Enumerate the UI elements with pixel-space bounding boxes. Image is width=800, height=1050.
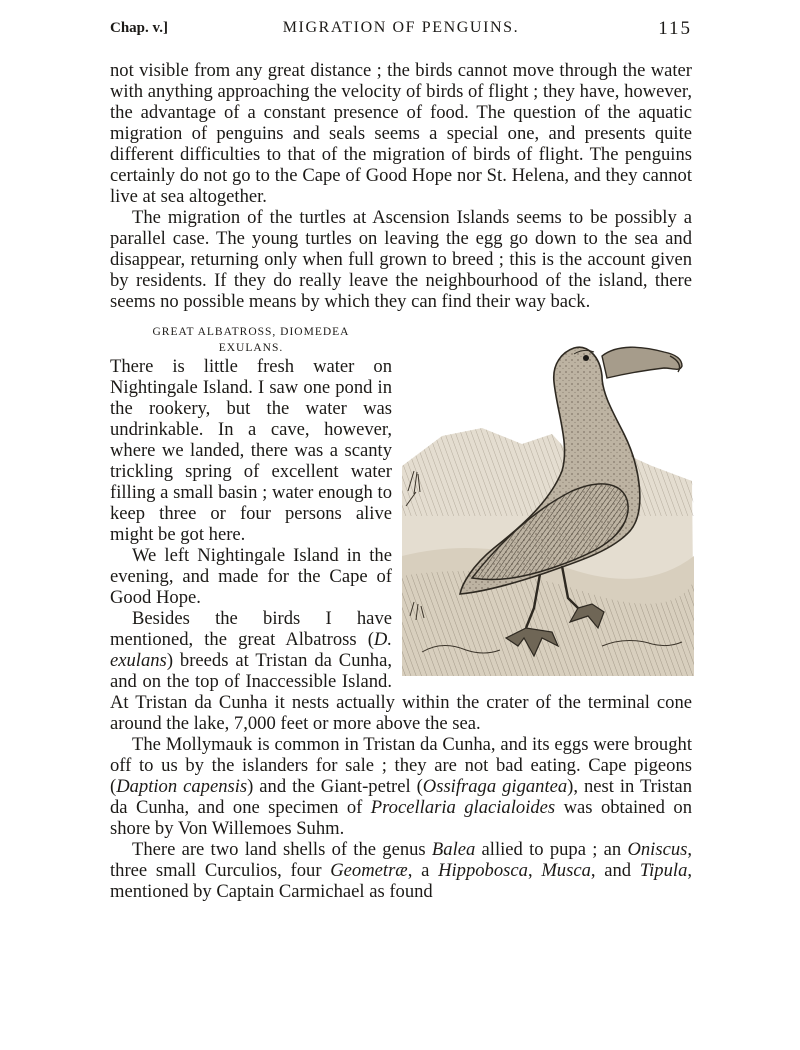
running-header — [110, 18, 692, 44]
text-run: , — [527, 860, 542, 881]
text-run: , three small Curculios, four — [110, 839, 693, 881]
species-name: Oniscus — [627, 839, 688, 860]
species-name: Ossifraga gigantea — [422, 776, 568, 797]
text-run: Besides the birds I have mentioned, the great Albatross ( — [110, 608, 392, 650]
text-run: was obtained on shore by Von Willemoes Suhm. — [110, 797, 693, 839]
species-name: D. exulans — [110, 629, 392, 671]
species-name: Tipula — [639, 860, 688, 881]
text-run: , mentioned by Captain Carmichael as found — [110, 860, 693, 902]
page-number: 115 — [658, 18, 692, 39]
species-name: Daption capensis — [116, 776, 248, 797]
paragraph-departure: We left Nightingale Island in the evening, and made for the Cape of Good Hope. — [110, 545, 392, 608]
albatross-illustration — [402, 316, 694, 676]
albatross-figure — [402, 316, 694, 676]
species-name: Geometræ — [330, 860, 408, 881]
text-run: ) and the Giant-petrel ( — [247, 776, 423, 797]
species-name: Balea — [431, 839, 476, 860]
text-run: ) breeds at Tristan da Cunha, and on the top of Inaccessible Island. At Tristan da Cunha it nests actually within the crater of the terminal cone around the lake, 7,000 feet or more above the sea. — [110, 650, 692, 734]
paragraph-mollymauk — [110, 734, 692, 839]
text-run: ), nest in Tristan da Cunha, and one specimen of — [110, 776, 692, 818]
paragraph-land-shells — [110, 839, 692, 902]
text-run: There are two land shells of the genus — [132, 839, 432, 860]
text-run: , and — [590, 860, 640, 881]
species-name: Procellaria glacialoides — [370, 797, 556, 818]
text-run: , a — [407, 860, 439, 881]
paragraph-continuation: not visible from any great distance ; the birds cannot move through the water with anything approaching the velocity of birds of flight ; they have, however, the advantage of a constant presence of food. The question of the aquatic migration of penguins and seals seems a special one, and presents quite different difficulties to that of the migration of birds of flight. The penguins certainly do not go to the Cape of Good Hope nor St. Helena, and they cannot live at sea altogether. — [110, 60, 692, 207]
paragraph-fresh-water-text: There is little fresh water on Nightingale Island. I saw one pond in the rookery, but the water was undrinkable. In a cave, however, where we landed, there was a scanty trickling spring of excellent water filling a small basin ; water enough to keep three or four persons alive might be got here. — [110, 356, 392, 545]
chapter-label: Chap. v.] — [110, 20, 168, 36]
paragraph-turtles: The migration of the turtles at Ascension Islands seems to be possibly a parallel case. The young turtles on leaving the egg go down to the sea and disappear, returning only when full grown to breed ; this is the account given by residents. If they do really leave the neighbourhood of the island, there seems no possible means by which they can find their way back. — [110, 207, 692, 312]
species-name: Hippobosca — [438, 860, 528, 881]
caption-line-2: EXULANS. — [218, 342, 284, 354]
text-run: allied to pupa ; an — [475, 839, 628, 860]
species-name: Musca — [541, 860, 591, 881]
page-title: MIGRATION OF PENGUINS. — [282, 19, 520, 36]
caption-line-1: GREAT ALBATROSS, DIOMEDEA — [152, 326, 350, 338]
body-text — [110, 60, 692, 902]
text-run: The Mollymauk is common in Tristan da Cunha, and its eggs were brought off to us by the islanders for sale ; they are not bad eating. Cape pigeons ( — [110, 734, 692, 797]
